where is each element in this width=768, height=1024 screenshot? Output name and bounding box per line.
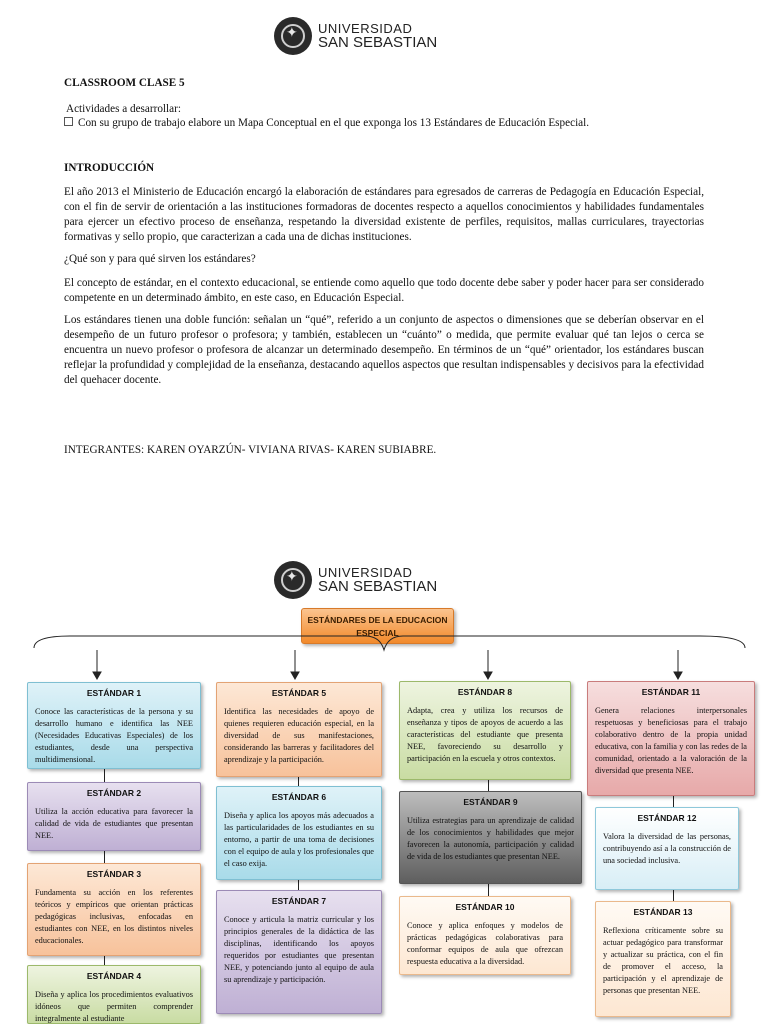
- standard-7-box: [216, 890, 382, 1014]
- standard-title: ESTÁNDAR 13: [633, 907, 693, 917]
- connector-line: [298, 777, 299, 786]
- standard-6-box: [216, 786, 382, 880]
- standard-title: ESTÁNDAR 7: [271, 896, 327, 906]
- members-line: INTEGRANTES: KAREN OYARZÚN- VIVIANA RIVAS- KAREN SUBIABRE.: [64, 444, 437, 456]
- standard-text: Conoce y articula la matriz curricular y los principios generales de la didáctica de las disciplinas, identificando los apoyos requeridos por estudiantes que presentan NEE, y potenciando junto al equipo de aula su aprendizaje y participación.: [224, 915, 374, 984]
- logo-line-1: UNIVERSIDAD: [318, 21, 413, 36]
- standard-5-box: [216, 682, 382, 777]
- standard-title: ESTÁNDAR 8: [457, 687, 513, 697]
- connector-line: [673, 796, 674, 807]
- logo-line-1: UNIVERSIDAD: [318, 565, 413, 580]
- intro-paragraph-2: El concepto de estándar, en el contexto educacional, se entiende como aquello que todo docente debe saber y poder hacer para ser considerado competente en un determinado ámbito, en este caso, en Educación Especial.: [64, 277, 704, 304]
- intro-paragraph-3: Los estándares tienen una doble función: señalan un “qué”, referido a un conjunto de aspectos o dimensiones que se deberían observar en el desempeño de un futuro profesor o profesora; y también, establecen un “cuánto” o medida, que permite evaluar qué tan lejos o cerca se encuentra un nuevo profesor o profesora de alcanzar un determinado desempeño. En términos de un “qué” orientador, los estándares buscan reflejar la profundidad y complejidad de la enseñanza, destacando aquellos aspectos que resultan indispensables y decisivos para la efectividad del quehacer docente.: [64, 314, 704, 386]
- connector-line: [488, 780, 489, 791]
- standard-text: Utiliza estrategias para un aprendizaje de calidad de los conocimientos y habilidades que mejor favorecen la autonomía, participación y calidad de vida de los estudiantes que presentan NEE.: [407, 816, 574, 861]
- standard-text: Genera relaciones interpersonales respetuosas y beneficiosas para el trabajo colaborativo dentro de la propia unidad educativa, con la familia y con las redes de la comunidad, orientado a la valoración de la diversidad que presenta NEE.: [595, 706, 747, 775]
- standard-text: Diseña y aplica los apoyos más adecuados a las particularidades de los estudiantes en su entorno, a partir de una toma de decisiones con el equipo de aula y los profesionales que el caso exija.: [224, 811, 374, 868]
- standard-9-box: [399, 791, 582, 884]
- standard-title: ESTÁNDAR 3: [86, 869, 142, 879]
- standard-text: Diseña y aplica los procedimientos evaluativos idóneos que permiten comprender integralmente al estudiante: [35, 990, 193, 1023]
- intro-heading: INTRODUCCIÓN: [64, 162, 155, 174]
- standard-title: ESTÁNDAR 2: [86, 788, 142, 798]
- university-seal-icon: [274, 17, 312, 55]
- standard-text: Fundamenta su acción en los referentes teóricos y empíricos que orientan prácticas pedagógicas inclusivas, enfocadas en estudiantes con NEE, en los distintos niveles educacionales.: [35, 888, 193, 945]
- standard-4-box: [27, 965, 201, 1024]
- map-title-box: ESTÁNDARES DE LA EDUCACION ESPECIAL: [301, 608, 454, 644]
- standard-title: ESTÁNDAR 4: [86, 971, 142, 981]
- standard-13-box: [595, 901, 731, 1017]
- activity-item-text: Con su grupo de trabajo elabore un Mapa Conceptual en el que exponga los 13 Estándares de Educación Especial.: [78, 117, 590, 129]
- standard-8-box: [399, 681, 571, 780]
- connector-line: [104, 956, 105, 965]
- standard-title: ESTÁNDAR 1: [86, 688, 142, 698]
- standard-10-box: [399, 896, 571, 975]
- question-paragraph: ¿Qué son y para qué sirven los estándares?: [64, 253, 256, 265]
- doc-heading: CLASSROOM CLASE 5: [64, 77, 185, 89]
- standard-title: ESTÁNDAR 12: [637, 813, 697, 823]
- standard-11-box: [587, 681, 755, 796]
- standard-title: ESTÁNDAR 5: [271, 688, 327, 698]
- university-logo-map: [274, 561, 437, 599]
- standard-3-box: [27, 863, 201, 956]
- standard-12-box: [595, 807, 739, 890]
- logo-line-2: SAN SEBASTIAN: [318, 578, 438, 595]
- standard-text: Utiliza la acción educativa para favorecer la calidad de vida de estudiantes que presentan NEE.: [35, 807, 193, 840]
- standard-2-box: [27, 782, 201, 851]
- intro-paragraph-1: El año 2013 el Ministerio de Educación encargó la elaboración de estándares para egresados de carreras de Pedagogía en Educación Especial, con el fin de servir de orientación a las instituciones formadoras de docentes respecto a aquellos conocimientos y habilidades fundamentales para ejercer un efectivo proceso de enseñanza, respetando la diversidad existente de perfiles, requisitos, mallas curriculares, trayectorias formativas y sello propio, que caracterizan a cada una de dichas instituciones.: [64, 186, 704, 243]
- standard-title: ESTÁNDAR 10: [455, 902, 515, 912]
- standard-text: Conoce las características de la persona y su desarrollo humano e identifica las NEE (Necesidades Educativas Especiales) de los estudiantes, desde una perspectiva multidimensional.: [35, 707, 193, 764]
- standard-text: Identifica las necesidades de apoyo de quienes requieren educación especial, en la diversidad de sus manifestaciones, considerando las barreras y facilitadores del aprendizaje y la participación.: [224, 707, 374, 764]
- map-brace-connector: [0, 628, 768, 680]
- connector-line: [298, 880, 299, 890]
- logo-line-2: SAN SEBASTIAN: [318, 34, 438, 51]
- connector-line: [488, 884, 489, 896]
- university-seal-icon: [274, 561, 312, 599]
- standard-title: ESTÁNDAR 11: [641, 687, 701, 697]
- standard-text: Valora la diversidad de las personas, contribuyendo así a la construcción de una sociedad inclusiva.: [603, 832, 731, 865]
- university-logo: [274, 17, 437, 55]
- activity-item: [64, 116, 704, 131]
- standard-text: Adapta, crea y utiliza los recursos de enseñanza y tipos de apoyos de acuerdo a las características del estudiante que presenta NEE, favoreciendo su desarrollo y participación en la escuela y otros contextos.: [407, 706, 563, 763]
- standard-text: Reflexiona críticamente sobre su actuar pedagógico para transformar y actualizar su práctica, con el fin de promover el acceso, la participación y el aprendizaje de personas que presentan NEE.: [603, 926, 723, 995]
- connector-line: [673, 890, 674, 901]
- activities-label: Actividades a desarrollar:: [66, 103, 181, 115]
- standard-title: ESTÁNDAR 6: [271, 792, 327, 802]
- connector-line: [104, 769, 105, 782]
- standard-1-box: [27, 682, 201, 769]
- checkbox-icon: [64, 117, 73, 126]
- standard-text: Conoce y aplica enfoques y modelos de prácticas pedagógicas colaborativas para conformar equipos de aula que ofrezcan respuesta educativa a la diversidad.: [407, 921, 563, 966]
- standard-title: ESTÁNDAR 9: [463, 797, 518, 807]
- connector-line: [104, 851, 105, 863]
